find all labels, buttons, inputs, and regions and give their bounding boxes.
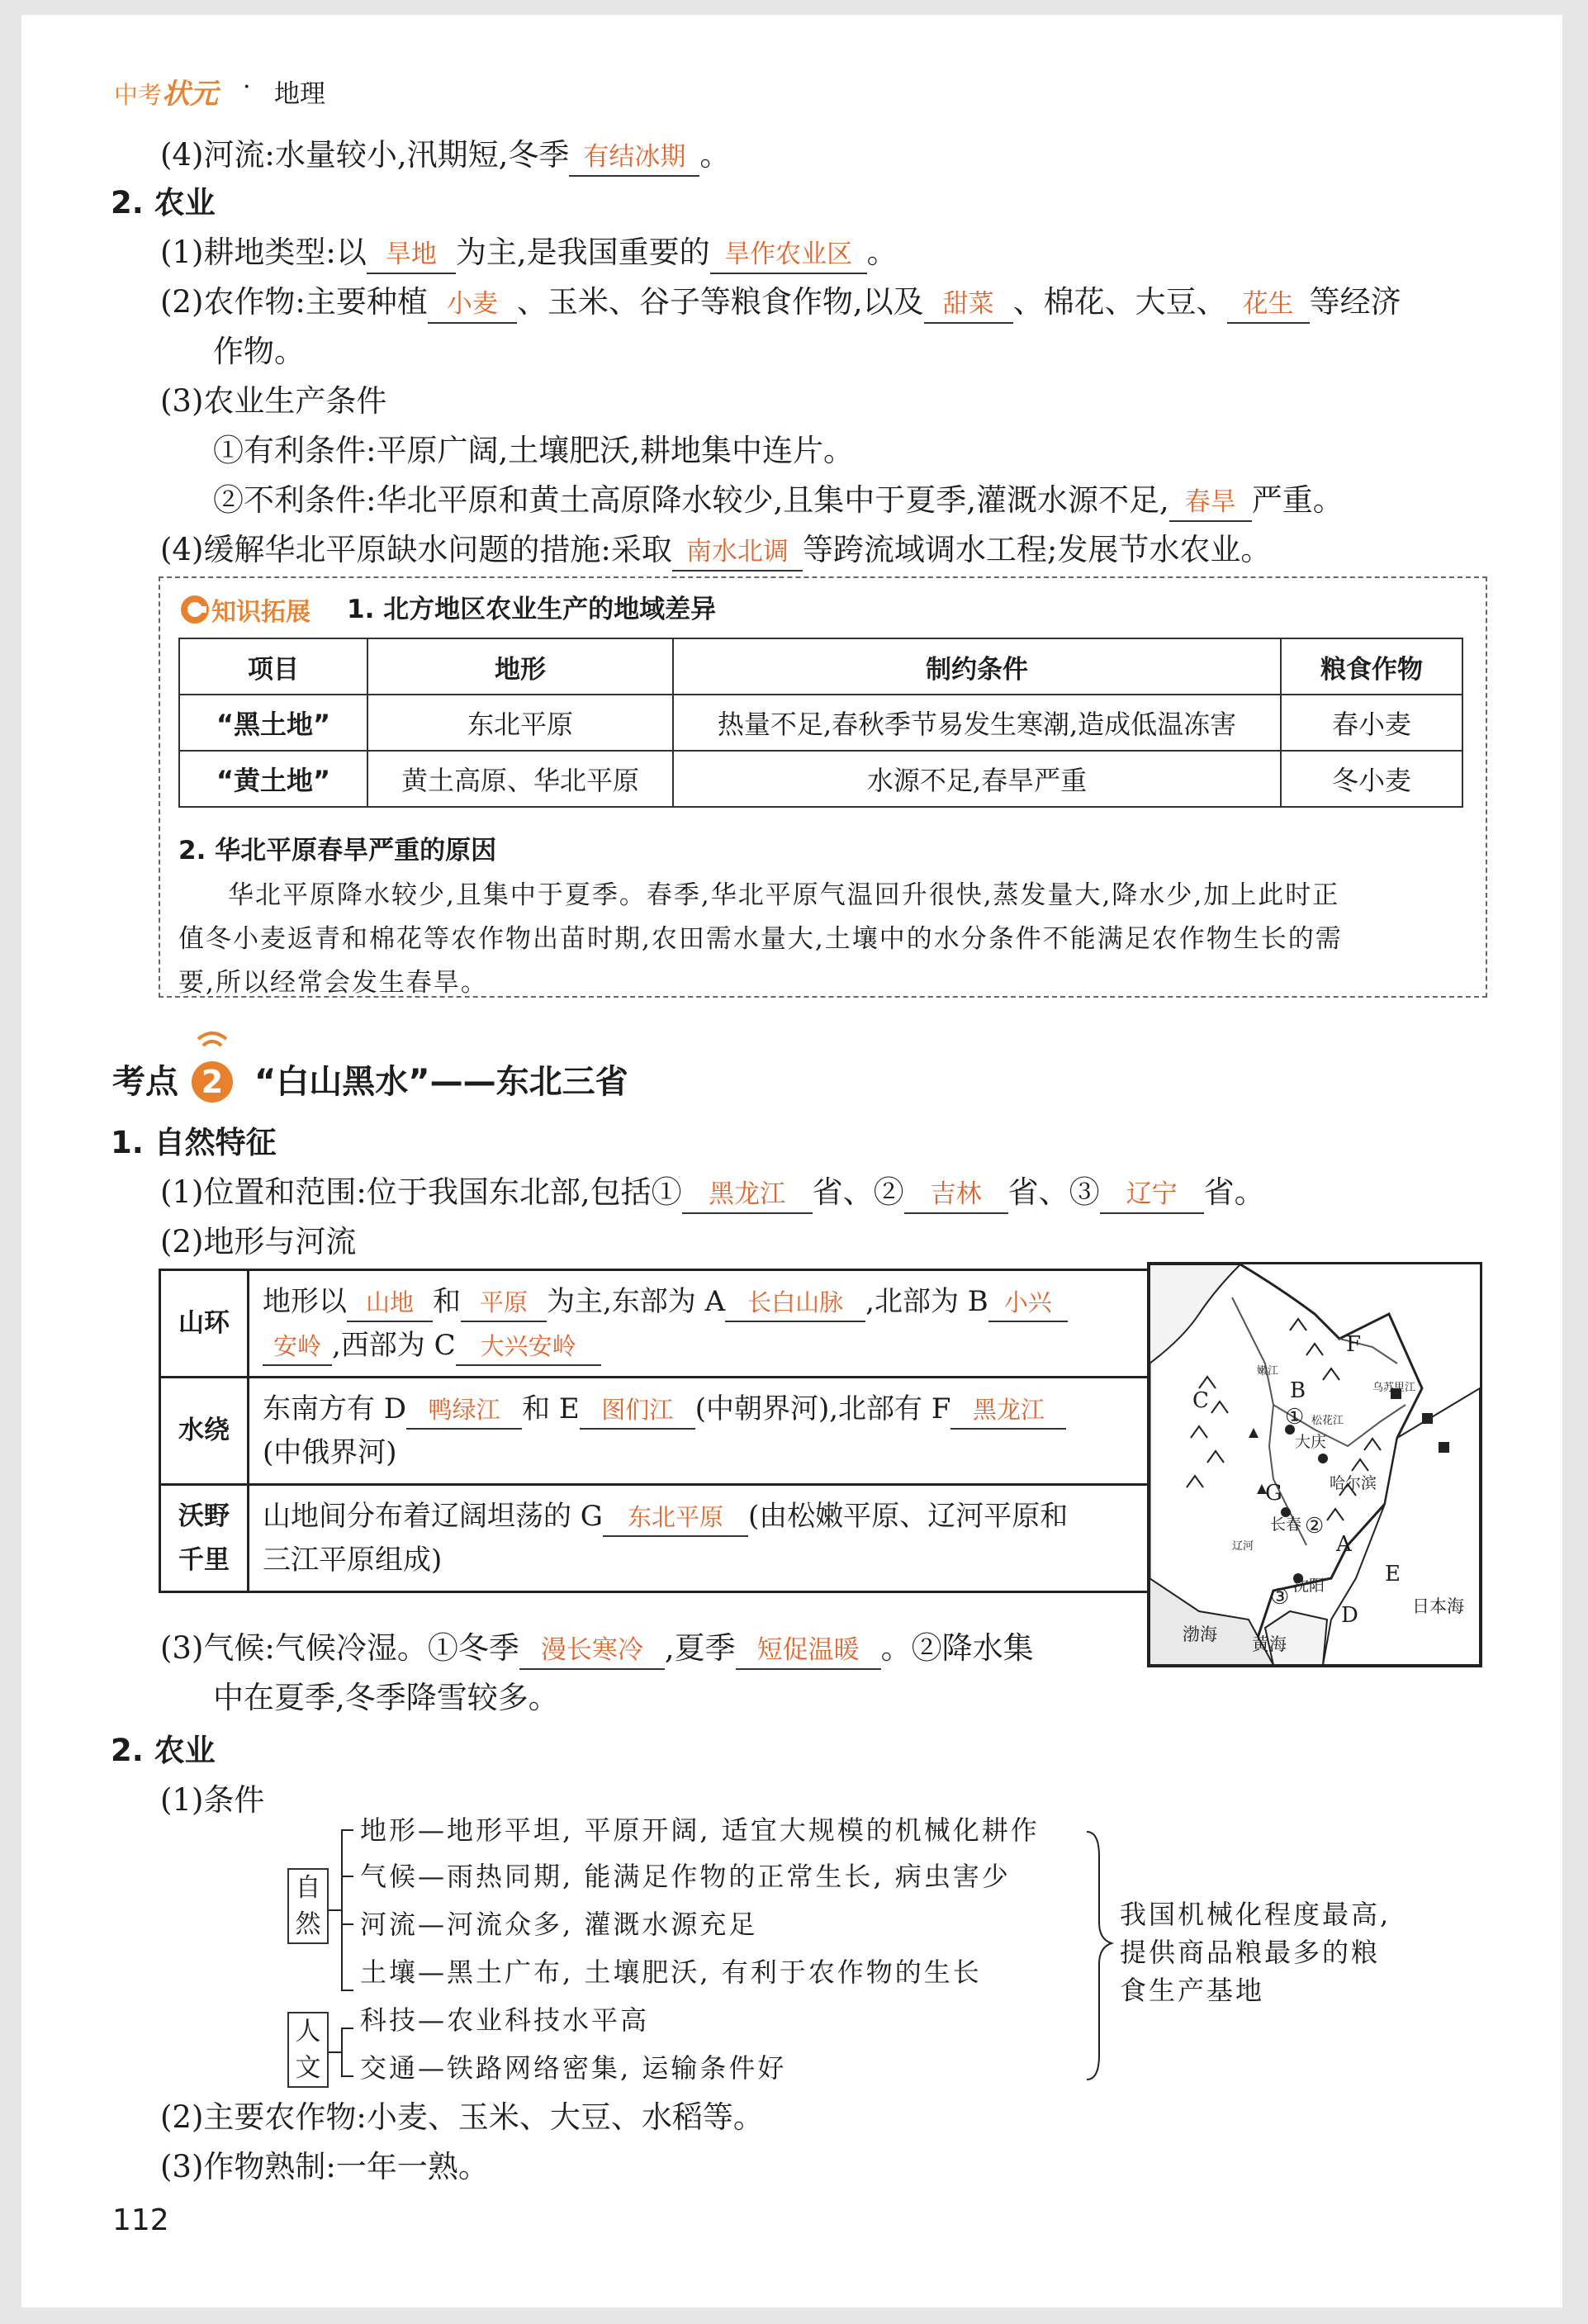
header-separator: · [243,73,251,102]
map-label: E [1385,1562,1401,1586]
map-label: 松花江 [1311,1415,1344,1427]
knowledge-tag: 知识拓展 [178,591,310,628]
exam-point-title: “白山黑水”——东北三省 [254,1063,628,1101]
map-label: 哈尔滨 [1330,1474,1377,1492]
crops-line: (2)农作物:主要种植 小麦 、玉米、谷子等粮食作物,以及 甜菜 、棉花、大豆、 花生 等经济 [160,281,1401,324]
map-label: 沈阳 [1293,1577,1325,1595]
northeast-map [1147,1262,1482,1667]
table-cell: 山地间分布着辽阔坦荡的 G 东北平原 (由松嫩平原、辽河平原和 三江平原组成) [249,1485,1168,1592]
main-crops-line: (2)主要农作物:小麦、玉米、大豆、水稻等。 [160,2099,764,2135]
answer-blank: 旱作农业区 [710,236,867,274]
answer-blank: 短促温暖 [736,1632,881,1670]
answer-blank: 旱地 [367,236,456,274]
map-label: D [1341,1603,1358,1628]
page-number: 112 [112,2203,169,2237]
table-cell: 冬小麦 [1281,751,1462,807]
table-cell: 水源不足,春旱严重 [673,751,1281,807]
row-header: 山环 [160,1270,249,1378]
table-header-row [179,638,1462,695]
table-row [160,1270,1168,1378]
climate-cont: 中在夏季,冬季降雪较多。 [213,1680,559,1715]
answer-blank: 安岭 [263,1328,332,1366]
table-cell: 东北平原 [367,695,673,751]
river-line: (4)河流:水量较小,汛期短,冬季 有结冰期 。 [160,134,730,177]
condition-soil: 土壤—黑土广布, 土壤肥沃, 有利于农作物的生长 [360,1956,982,1988]
table-cell: 春小麦 [1281,695,1462,751]
answer-blank: 有结冰期 [569,139,699,177]
knowledge-title-1: 1. 北方地区农业生产的地域差异 [347,595,717,624]
reason-line-2: 值冬小麦返青和棉花等农作物出苗时期,农田需水量大,土壤中的水分条件不能满足农作物生长的需 [178,924,1343,954]
natural-box: 自然 [287,1868,329,1944]
climate-line: (3)气候:气候冷湿。①冬季 漫长寒冷 ,夏季 短促温暖 。②降水集 [160,1627,1034,1670]
brand-emph: 状元 [162,78,219,111]
row-header: 沃野 千里 [160,1485,249,1592]
table-row [160,1378,1168,1485]
favorable-line: ①有利条件:平原广阔,土壤肥沃,耕地集中连片。 [213,433,854,468]
answer-blank: 黑龙江 [950,1392,1066,1430]
knowledge-icon [178,593,211,626]
answer-blank: 春旱 [1169,484,1252,522]
measures-line: (4)缓解华北平原缺水问题的措施:采取 南水北调 等跨流域调水工程;发展节水农业。 [160,529,1271,572]
condition-rivers: 河流—河流众多, 灌溉水源充足 [360,1909,758,1940]
page [21,15,1562,2307]
conditions-heading: (1)条件 [160,1782,265,1818]
map-label: A [1336,1532,1352,1557]
map-label: 乌苏里江 [1372,1382,1416,1394]
farmland-line: (1)耕地类型:以 旱地 为主,是我国重要的 旱作农业区 。 [160,231,898,274]
table-header: 地形 [367,638,673,695]
header-brand [114,71,218,111]
table-cell: 东南方有 D 鸭绿江 和 E 图们江 (中朝界河),北部有 F 黑龙江 (中俄界河) [249,1378,1168,1485]
table-header: 粮食作物 [1281,638,1462,695]
result-line-3: 食生产基地 [1120,1975,1265,2006]
answer-blank: 平原 [461,1284,547,1322]
table-cell: 热量不足,春秋季节易发生寒潮,造成低温冻害 [673,695,1281,751]
table-row [160,1485,1168,1592]
answer-blank: 长白山脉 [725,1284,865,1322]
conditions-line: (3)农业生产条件 [160,383,387,419]
answer-blank: 小兴 [988,1284,1068,1322]
answer-blank: 吉林 [904,1176,1008,1214]
location-line: (1)位置和范围:位于我国东北部,包括① 黑龙江 省、② 吉林 省、③ 辽宁 省。 [160,1171,1265,1214]
map-label: C [1192,1388,1209,1413]
terrain-table [159,1269,1168,1593]
crops-cont: 作物。 [213,334,305,369]
map-label: 大庆 [1295,1433,1327,1451]
map-label: ① [1285,1405,1305,1430]
row-header: 水绕 [160,1378,249,1485]
table-cell: 黄土高原、华北平原 [367,751,673,807]
answer-blank: 大兴安岭 [456,1328,601,1366]
condition-transport: 交通—铁路网络密集, 运输条件好 [360,2052,787,2084]
map-label: 嫩江 [1257,1365,1279,1378]
unfavorable-line: ②不利条件:华北平原和黄土高原降水较少,且集中于夏季,灌溉水源不足, 春旱 严重。 [213,479,1344,522]
table-header: 项目 [179,638,367,695]
answer-blank: 甜菜 [924,286,1013,324]
result-line-2: 提供商品粮最多的粮 [1120,1937,1381,1968]
table-row [179,751,1462,807]
map-label: 日本海 [1412,1596,1464,1616]
map-label: F [1346,1332,1362,1357]
answer-blank: 漫长寒冷 [519,1632,665,1670]
map-label: ③ [1270,1585,1290,1610]
answer-blank: 南水北调 [672,534,803,572]
answer-blank: 黑龙江 [682,1176,813,1214]
answer-blank: 山地 [347,1284,433,1322]
table-cell: “黑土地” [179,695,367,751]
map-label: 辽河 [1232,1540,1254,1553]
table-cell: 地形以 山地 和 平原 为主,东部为 A 长白山脉 ,北部为 B 小兴 安岭 ,西部为 C 大兴安岭 [249,1270,1168,1378]
answer-blank: 小麦 [428,286,517,324]
reason-line-3: 要,所以经常会发生春旱。 [178,968,488,998]
map-label: 渤海 [1183,1624,1217,1644]
exam-point-label: 考点 [112,1063,178,1101]
table-cell: “黄土地” [179,751,367,807]
table-row [179,695,1462,751]
terrain-heading: (2)地形与河流 [160,1224,357,1259]
header-subject: 地理 [274,79,325,109]
map-label: B [1290,1378,1306,1403]
answer-blank: 辽宁 [1100,1176,1204,1214]
cropping-line: (3)作物熟制:一年一熟。 [160,2149,489,2184]
human-box: 人文 [287,2012,329,2088]
map-label: 长春 [1270,1515,1302,1534]
answer-blank: 花生 [1227,286,1310,324]
table-header: 制约条件 [673,638,1281,695]
knowledge-title-2: 2. 华北平原春旱严重的原因 [178,836,497,866]
answer-blank: 图们江 [580,1392,695,1430]
answer-blank: 东北平原 [603,1499,748,1537]
exam-point-number: 2 [201,1064,224,1100]
natural-heading: 1. 自然特征 [111,1125,277,1160]
condition-terrain: 地形—地形平坦, 平原开阔, 适宜大规模的机械化耕作 [360,1814,1040,1846]
condition-tech: 科技—农业科技水平高 [360,2004,650,2036]
result-line-1: 我国机械化程度最高, [1120,1899,1391,1930]
reason-line-1: 华北平原降水较少,且集中于夏季。春季,华北平原气温回升很快,蒸发量大,降水少,加上此时正 [228,880,1340,910]
answer-blank: 鸭绿江 [406,1392,522,1430]
map-label: 黄海 [1252,1634,1287,1654]
agri-heading: 2. 农业 [111,185,216,221]
condition-climate: 气候—雨热同期, 能满足作物的正常生长, 病虫害少 [360,1861,1011,1892]
map-label: ② [1305,1514,1325,1539]
map-label: G [1265,1481,1282,1506]
region-table [178,638,1463,808]
brand-prefix: 中考 [114,81,163,109]
agri-heading-2: 2. 农业 [111,1733,216,1768]
